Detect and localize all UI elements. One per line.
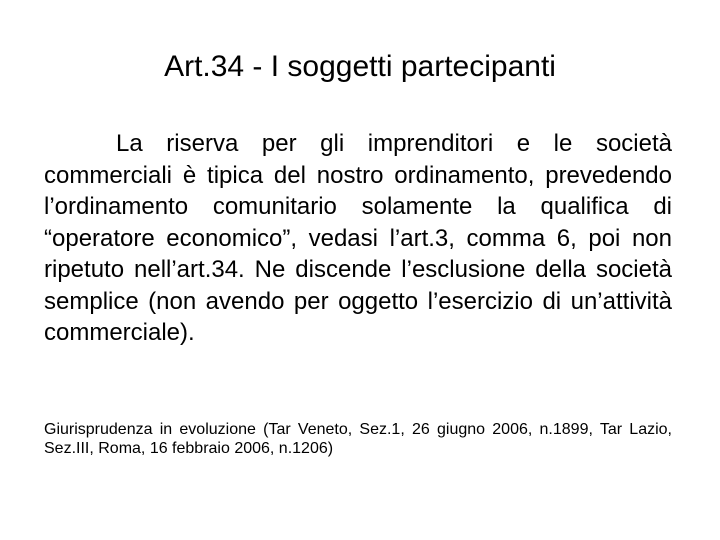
slide-body-paragraph: La riserva per gli imprenditori e le società commerciali è tipica del nostro ordinamento, prevedendo l’ordinamento comunitario solamente la qualifica di “operatore economico”, vedasi l’art.3, comma 6, poi non ripetuto nell’art.34. Ne discende l’esclusione della società semplice (non avendo per oggetto l’esercizio di un’attività commerciale). [44,130,672,346]
slide-footnote: Giurisprudenza in evoluzione (Tar Veneto, Sez.1, 26 giugno 2006, n.1899, Tar Lazio, Sez.III, Roma, 16 febbraio 2006, n.1206) [44,421,672,457]
slide-title: Art.34 - I soggetti partecipanti [164,50,556,83]
